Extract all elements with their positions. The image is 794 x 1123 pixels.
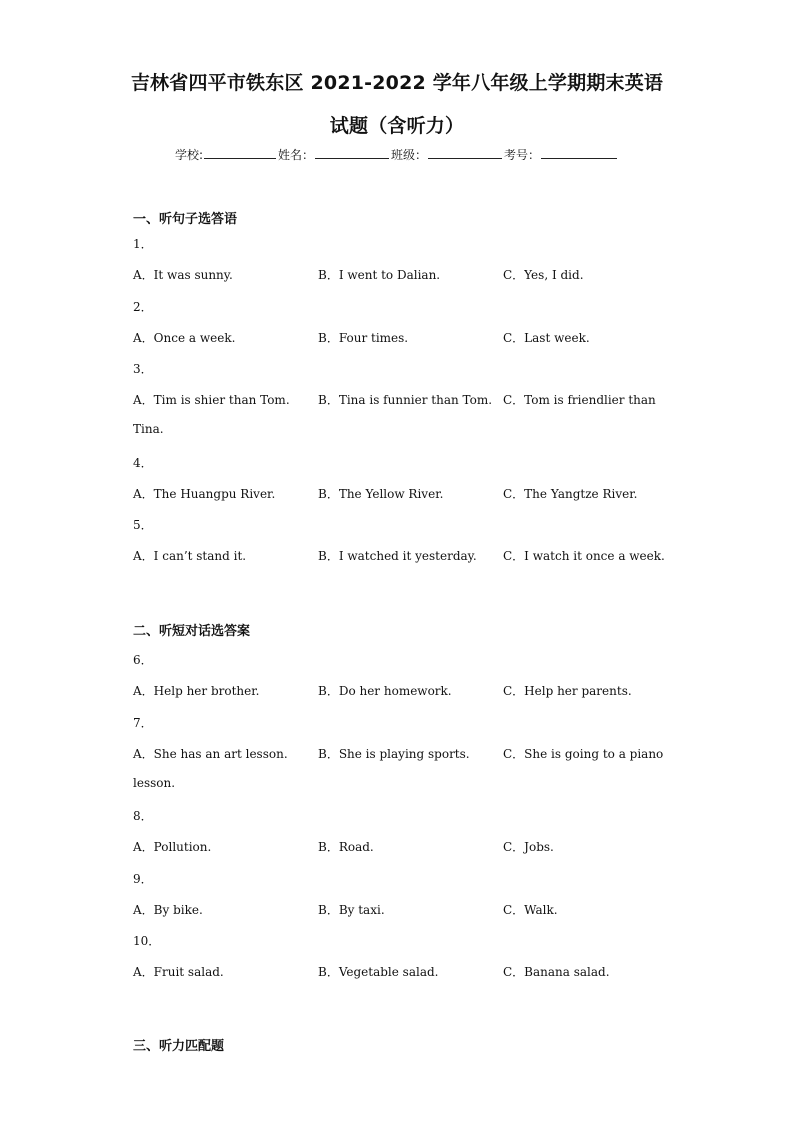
option-a: A．She has an art lesson. — [133, 747, 288, 761]
option-c: C．Walk. — [503, 903, 558, 917]
question-number: 7． — [133, 716, 153, 730]
section-title: 二、听短对话选答案 — [133, 624, 251, 639]
option-b: B．I went to Dalian. — [318, 268, 441, 282]
option-c: C．Jobs. — [503, 840, 554, 854]
option-c: C．Help her parents. — [503, 684, 632, 698]
question-number: 10． — [133, 934, 161, 948]
class-label: 班级： — [391, 148, 428, 162]
option-b: B．Road. — [318, 840, 374, 854]
school-label: 学校: — [174, 148, 203, 162]
school-field[interactable] — [204, 145, 276, 159]
page-title-line2: 试题（含听力） — [329, 115, 465, 137]
option-a: A．Help her brother. — [133, 684, 260, 698]
option-c: C．Last week. — [503, 331, 590, 345]
exam-number-label: 考号： — [504, 148, 541, 162]
option-a: A．Pollution. — [133, 840, 212, 854]
option-c: C．I watch it once a week. — [503, 549, 665, 563]
option-b: B．Vegetable salad. — [318, 965, 439, 979]
question-number: 6． — [133, 653, 153, 667]
question-number: 8． — [133, 809, 153, 823]
option-b: B．I watched it yesterday. — [318, 549, 477, 563]
class-field[interactable] — [428, 145, 502, 159]
option-c: C．Banana salad. — [503, 965, 610, 979]
option-c: C．She is going to a piano — [503, 747, 664, 761]
option-a: A．By bike. — [133, 903, 203, 917]
student-info-row — [0, 145, 794, 163]
option-a: A．Tim is shier than Tom. — [133, 393, 290, 407]
option-a: A．Once a week. — [133, 331, 236, 345]
name-field[interactable] — [315, 145, 389, 159]
option-c-continuation: lesson. — [133, 776, 176, 790]
page-title-line1: 吉林省四平市铁东区 2021-2022 学年八年级上学期期末英语 — [130, 72, 664, 94]
option-b: B．By taxi. — [318, 903, 385, 917]
section-title: 一、听句子选答语 — [133, 212, 238, 227]
option-b: B．The Yellow River. — [318, 487, 444, 501]
option-a: A．The Huangpu River. — [133, 487, 276, 501]
name-label: 姓名： — [278, 148, 315, 162]
option-c-continuation: Tina. — [133, 422, 164, 436]
option-a: A．It was sunny. — [133, 268, 233, 282]
question-number: 1． — [133, 237, 153, 251]
option-b: B．She is playing sports. — [318, 747, 470, 761]
question-number: 2． — [133, 300, 153, 314]
option-c: C．Yes, I did. — [503, 268, 584, 282]
section-title: 三、听力匹配题 — [133, 1039, 225, 1054]
option-c: C．The Yangtze River. — [503, 487, 638, 501]
question-number: 4． — [133, 456, 153, 470]
option-b: B．Four times. — [318, 331, 409, 345]
question-number: 5． — [133, 518, 153, 532]
option-b: B．Tina is funnier than Tom. — [318, 393, 493, 407]
option-a: A．I can’t stand it. — [133, 549, 247, 563]
question-number: 9． — [133, 872, 153, 886]
option-a: A．Fruit salad. — [133, 965, 224, 979]
option-c: C．Tom is friendlier than — [503, 393, 656, 407]
option-b: B．Do her homework. — [318, 684, 452, 698]
question-number: 3． — [133, 362, 153, 376]
exam-number-field[interactable] — [541, 145, 617, 159]
